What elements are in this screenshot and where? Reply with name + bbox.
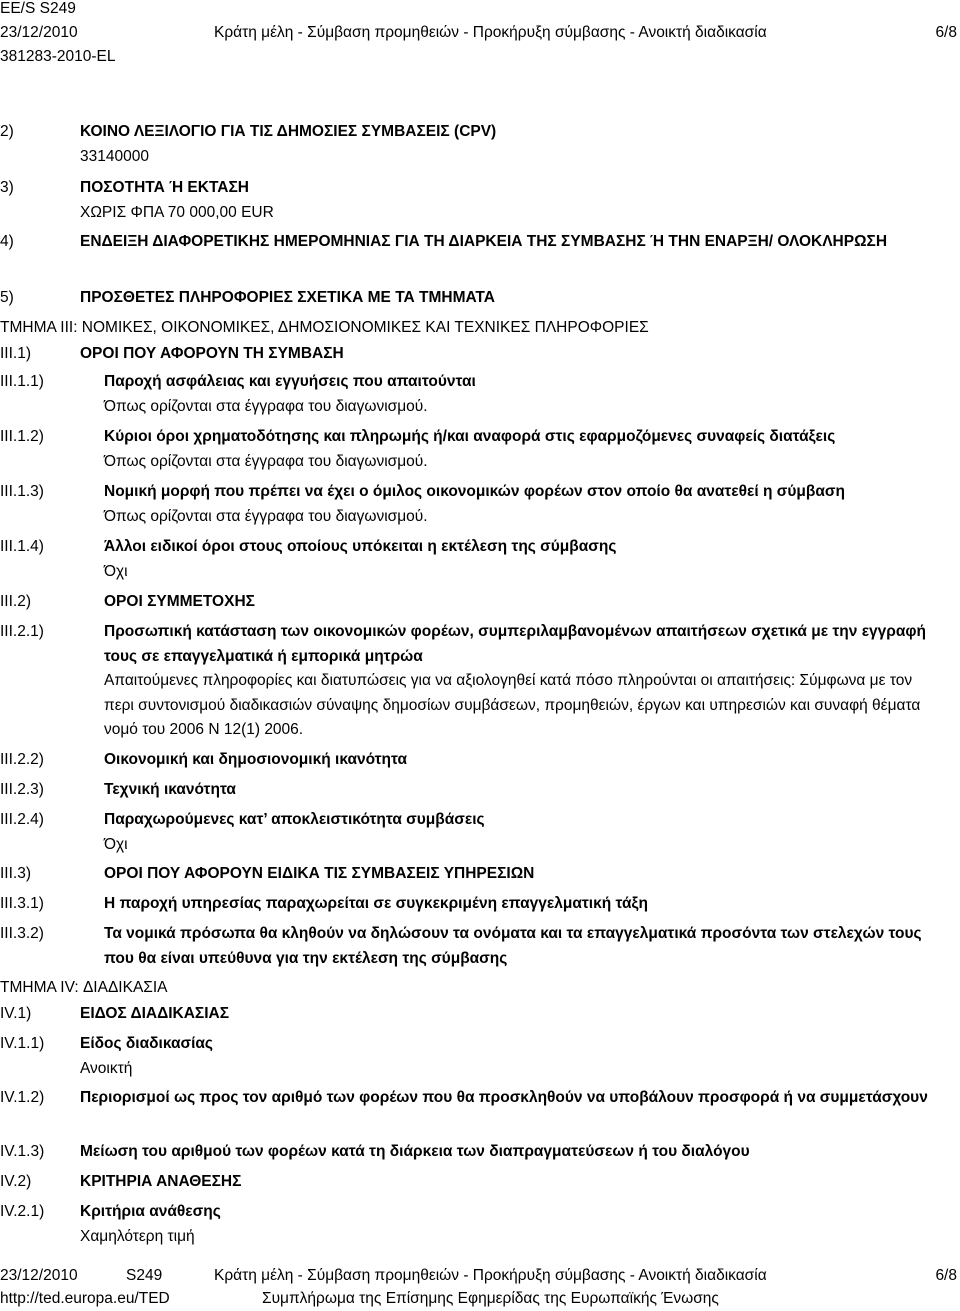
footer-title: Κράτη μέλη - Σύμβαση προμηθειών - Προκήρυξη σύμβασης - Ανοικτή διαδικασία [214,1267,767,1284]
section-title: Μείωση του αριθμού των φορέων κατά τη διάρκεια των διαπραγματεύσεων ή του διαλόγου [80,1143,750,1160]
footer-date: 23/12/2010 [0,1267,78,1284]
footer-subtitle: Συμπλήρωμα της Επίσημης Εφημερίδας της Ευρωπαϊκής Ένωσης [262,1290,719,1307]
footer-page: 6/8 [935,1267,957,1284]
section-title: Κριτήρια ανάθεσης [80,1203,221,1220]
section-text: Ανοικτή [80,1060,133,1077]
section-row [0,425,960,475]
section-number: III.3.2) [0,925,44,942]
page-header [0,0,960,70]
section-text: Όπως ορίζονται στα έγγραφα του διαγωνισμού. [104,508,428,525]
section-number: IV.2) [0,1173,32,1190]
section-text: Όχι [104,836,128,853]
section-row [0,1200,960,1250]
section-row [0,620,960,743]
section-row [0,1032,960,1082]
page-footer [0,1262,960,1311]
section-number: IV.1.1) [0,1035,45,1052]
part-heading: ΤΜΗΜΑ IV: ΔΙΑΔΙΚΑΣΙΑ [0,979,168,996]
header-ref: EE/S S249 [0,0,76,17]
section-text: Όχι [104,563,128,580]
section-number: 4) [0,233,14,250]
section-number: IV.1.2) [0,1089,45,1106]
section-title: Κύριοι όροι χρηματοδότησης και πληρωμής ή/και αναφορά στις εφαρμοζόμενες συναφείς διατάξεις [104,428,836,445]
section-number: 3) [0,179,14,196]
section-number: III.1.4) [0,538,44,555]
section-title: Τεχνική ικανότητα [104,781,236,798]
section-title: Παροχή ασφάλειας και εγγυήσεις που απαιτούνται [104,373,476,390]
footer-ref: S249 [126,1267,163,1284]
footer-url[interactable]: http://ted.europa.eu/TED [0,1290,170,1307]
section-row [0,120,960,170]
section-row [0,480,960,530]
section-title: Προσωπική κατάσταση των οικονομικών φορέων, συμπεριλαμβανομένων απαιτήσεων σχετικά με την εγγραφή τους σε επαγγελματικά ή εμπορικά μητρώα [104,623,926,665]
header-notice-id: 381283-2010-EL [0,48,116,65]
section-number: 2) [0,123,14,140]
section-row [0,535,960,585]
section-number: IV.2.1) [0,1203,45,1220]
section-text: Όπως ορίζονται στα έγγραφα του διαγωνισμού. [104,398,428,415]
part-heading: ΤΜΗΜΑ III: ΝΟΜΙΚΕΣ, ΟΙΚΟΝΟΜΙΚΕΣ, ΔΗΜΟΣΙΟΝΟΜΙΚΕΣ ΚΑΙ ΤΕΧΝΙΚΕΣ ΠΛΗΡΟΦΟΡΙΕΣ [0,319,649,336]
section-number: III.1.3) [0,483,44,500]
section-title: ΟΡΟΙ ΠΟΥ ΑΦΟΡΟΥΝ ΤΗ ΣΥΜΒΑΣΗ [80,345,344,362]
section-number: III.1.1) [0,373,44,390]
section-number: III.2.4) [0,811,44,828]
section-row [0,176,960,226]
section-number: III.2.3) [0,781,44,798]
section-text: ΧΩΡΙΣ ΦΠΑ 70 000,00 EUR [80,204,274,221]
section-title: ΟΡΟΙ ΠΟΥ ΑΦΟΡΟΥΝ ΕΙΔΙΚΑ ΤΙΣ ΣΥΜΒΑΣΕΙΣ ΥΠΗΡΕΣΙΩΝ [104,865,535,882]
section-number: III.1) [0,345,32,362]
section-row [0,808,960,858]
header-date: 23/12/2010 [0,24,78,41]
section-text: Όπως ορίζονται στα έγγραφα του διαγωνισμού. [104,453,428,470]
header-page: 6/8 [935,24,957,41]
section-title: ΕΝΔΕΙΞΗ ΔΙΑΦΟΡΕΤΙΚΗΣ ΗΜΕΡΟΜΗΝΙΑΣ ΓΙΑ ΤΗ ΔΙΑΡΚΕΙΑ ΤΗΣ ΣΥΜΒΑΣΗΣ Ή ΤΗΝ ΕΝΑΡΞΗ/ ΟΛΟΚΛΗΡΩΣΗ [80,233,888,250]
section-title: ΚΡΙΤΗΡΙΑ ΑΝΑΘΕΣΗΣ [80,1173,242,1190]
section-number: IV.1.3) [0,1143,45,1160]
section-title: Τα νομικά πρόσωπα θα κληθούν να δηλώσουν τα ονόματα και τα επαγγελματικά προσόντα των στελεχών τους που θα είναι υπεύθυνα για την εκτέλεση της σύμβασης [104,925,922,967]
section-title: ΕΙΔΟΣ ΔΙΑΔΙΚΑΣΙΑΣ [80,1005,230,1022]
section-title: Οικονομική και δημοσιονομική ικανότητα [104,751,408,768]
section-title: ΠΟΣΟΤΗΤΑ Ή ΕΚΤΑΣΗ [80,179,249,196]
section-number: III.1.2) [0,428,44,445]
section-row [0,370,960,420]
section-text: Απαιτούμενες πληροφορίες και διατυπώσεις για να αξιολογηθεί κατά πόσο πληρούνται οι απαιτήσεις: Σύμφωνα με τον περι συντονισμού διαδικασιών σύναψης δημοσίων συμβάσεων, προμηθειών, έργων και υπηρεσιών και συναφή θέματα νομό του 2006 Ν 12(1) 2006. [104,672,921,738]
section-title: Η παροχή υπηρεσίας παραχωρείται σε συγκεκριμένη επαγγελματική τάξη [104,895,648,912]
section-title: ΠΡΟΣΘΕΤΕΣ ΠΛΗΡΟΦΟΡΙΕΣ ΣΧΕΤΙΚΑ ΜΕ ΤΑ ΤΜΗΜΑΤΑ [80,289,495,306]
section-number: III.2.1) [0,623,44,640]
section-title: ΚΟΙΝΟ ΛΕΞΙΛΟΓΙΟ ΓΙΑ ΤΙΣ ΔΗΜΟΣΙΕΣ ΣΥΜΒΑΣΕΙΣ (CPV) [80,123,497,140]
section-text: 33140000 [80,148,149,165]
section-number: III.3) [0,865,32,882]
section-title: Περιορισμοί ως προς τον αριθμό των φορέων που θα προσκληθούν να υποβάλουν προσφορά ή να συμμετάσχουν [80,1089,928,1106]
section-title: Είδος διαδικασίας [80,1035,213,1052]
section-number: IV.1) [0,1005,32,1022]
section-number: III.2.2) [0,751,44,768]
section-title: Νομική μορφή που πρέπει να έχει ο όμιλος οικονομικών φορέων στον οποίο θα ανατεθεί η σύμβαση [104,483,845,500]
section-number: 5) [0,289,14,306]
section-number: III.3.1) [0,895,44,912]
section-title: Άλλοι ειδικοί όροι στους οποίους υπόκειται η εκτέλεση της σύμβασης [104,538,617,555]
section-number: III.2) [0,593,32,610]
header-title: Κράτη μέλη - Σύμβαση προμηθειών - Προκήρυξη σύμβασης - Ανοικτή διαδικασία [214,24,767,41]
section-text: Χαμηλότερη τιμή [80,1228,195,1245]
section-title: Παραχωρούμενες κατ’ αποκλειστικότητα συμβάσεις [104,811,485,828]
section-title: ΟΡΟΙ ΣΥΜΜΕΤΟΧΗΣ [104,593,255,610]
